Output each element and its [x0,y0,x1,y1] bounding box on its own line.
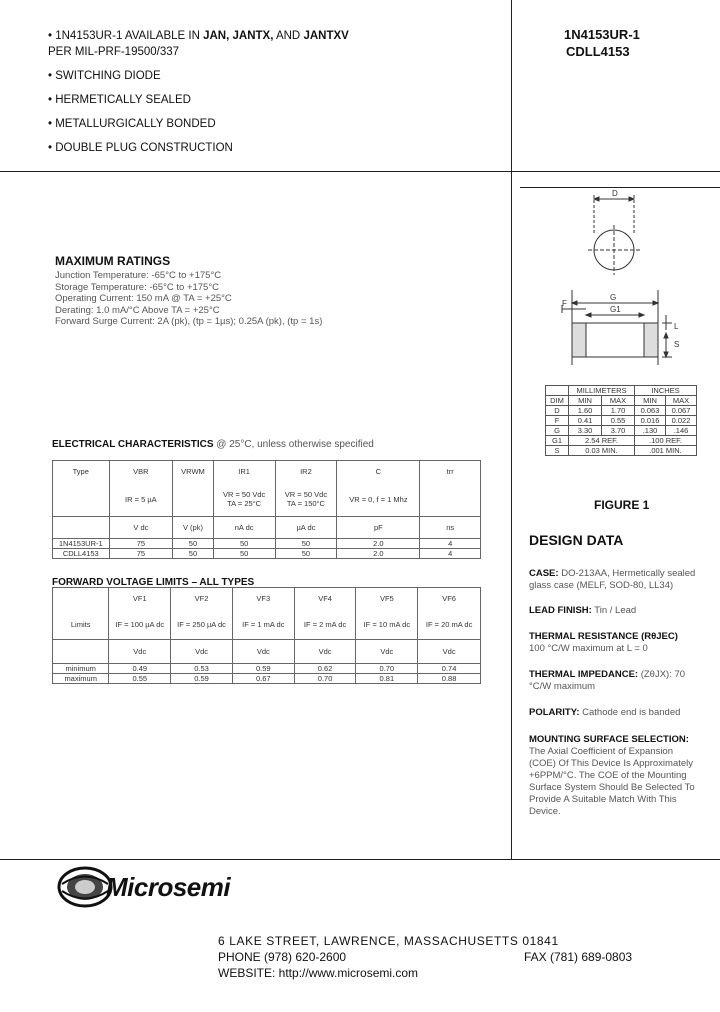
footer-divider [0,859,720,860]
table-cell: 0.022 [666,416,697,426]
design-data-line [529,643,648,655]
header-divider-horizontal [0,171,720,172]
feature-item [48,141,233,155]
table-cell [173,483,214,517]
part-number-1: 1N4153UR-1 [564,27,640,42]
table-cell: 0.53 [171,664,233,674]
design-data-value: DO-213AA, Hermetically sealed [558,568,696,579]
table-cell: INCHES [635,386,697,396]
design-data-line [529,669,685,681]
dim-row [546,426,697,436]
design-data-value: +6PPM/°C. The COE of the Mounting [529,770,687,781]
table-row [53,664,481,674]
feature-text: PER MIL-PRF-19500/337 [48,46,180,58]
design-data-value: Device. [529,806,561,817]
table-cell: Vdc [418,640,481,664]
design-data-value: °C/W maximum [529,681,596,692]
electrical-table [52,460,481,559]
table-cell: .130 [635,426,666,436]
table-cell: VF4 [294,588,356,610]
design-data-value: (COE) Of This Device Is Approximately [529,758,694,769]
table-cell: VF2 [171,588,233,610]
table-cell: IF = 10 mA dc [356,610,418,640]
table-cell: 2.0 [337,549,420,559]
table-row [53,539,481,549]
table-cell: 50 [275,539,337,549]
design-data-label: LEAD FINISH: [529,605,592,616]
table-cell: ns [420,517,481,539]
table-cell: MAX [666,396,697,406]
figure-label-f: F [562,299,567,308]
feature-bold: JANTXV [303,30,349,42]
table-cell: V (pk) [173,517,214,539]
table-cell: Vdc [171,640,233,664]
table-cell: IF = 1 mA dc [232,610,294,640]
feature-text: AND [273,30,304,42]
design-data-line [529,758,693,770]
table-cell: IF = 20 mA dc [418,610,481,640]
table-cell: minimum [53,664,109,674]
table-cell: 3.30 [569,426,602,436]
table-cell: G1 [546,436,569,446]
design-data-value: (ZθJX): 70 [638,669,686,680]
table-cell [53,483,110,517]
table-cell: S [546,446,569,456]
table-cell: Vdc [232,640,294,664]
feature-bold: JAN, JANTX, [203,30,274,42]
design-data-value: glass case (MELF, SOD-80, LL34) [529,580,674,591]
table-cell: VR = 50 Vdc TA = 25°C [213,483,275,517]
figure-label-g: G [610,293,617,302]
design-data-line [529,782,695,794]
dim-row [546,406,697,416]
table-cell: µA dc [275,517,337,539]
table-cell: 0.67 [232,674,294,684]
design-data-line [529,631,678,643]
feature-item [48,117,216,131]
design-data-label: MOUNTING SURFACE SELECTION: [529,734,689,745]
dim-row [546,436,697,446]
table-cell: G [546,426,569,436]
forward-voltage-table [52,587,481,684]
table-condition-row [53,610,481,640]
table-cell: Limits [53,610,109,640]
table-cell: maximum [53,674,109,684]
design-data-line [529,605,636,617]
table-cell: F [546,416,569,426]
design-data-line [529,681,595,693]
footer-address: 6 LAKE STREET, LAWRENCE, MASSACHUSETTS 01841 [218,934,559,948]
sidebar-divider-vertical [511,172,512,860]
design-data-value: The Axial Coefficient of Expansion [529,746,673,757]
feature-text: • METALLURGICALLY BONDED [48,118,216,130]
dimension-table [545,385,697,456]
table-cell: VF6 [418,588,481,610]
feature-item [48,69,161,83]
table-cell: .001 MIN. [635,446,697,456]
table-cell: 2.54 REF. [569,436,635,446]
table-cell: 0.063 [635,406,666,416]
electrical-title-main: ELECTRICAL CHARACTERISTICS [52,439,214,450]
rating-line: Forward Surge Current: 2A (pk), (tp = 1µs); 0.25A (pk), (tp = 1s) [55,316,323,327]
table-cell: 0.81 [356,674,418,684]
max-ratings-title: MAXIMUM RATINGS [55,254,171,268]
table-cell: VF1 [109,588,171,610]
design-data-label: POLARITY: [529,707,580,718]
table-cell: 1N4153UR-1 [53,539,110,549]
table-cell: Type [53,461,110,483]
figure-caption: FIGURE 1 [594,498,650,512]
table-cell: MIN [635,396,666,406]
header-divider-vertical [511,0,512,172]
table-cell: 0.016 [635,416,666,426]
table-cell: V dc [109,517,173,539]
feature-item [48,29,349,43]
table-cell: MAX [602,396,635,406]
table-cell: MIN [569,396,602,406]
dim-header-row [546,386,697,396]
table-header-row [53,461,481,483]
design-data-line [529,734,689,746]
table-cell: trr [420,461,481,483]
table-cell: IR1 [213,461,275,483]
design-data-value: Cathode end is banded [579,707,681,718]
rating-line: Operating Current: 150 mA @ TA = +25°C [55,293,232,304]
design-data-line [529,794,677,806]
table-cell: VR = 50 Vdc TA = 150°C [275,483,337,517]
feature-text: • DOUBLE PLUG CONSTRUCTION [48,142,233,154]
rating-line: Storage Temperature: -65°C to +175°C [55,281,220,293]
table-cell: 0.03 MIN. [569,446,635,456]
table-condition-row [53,483,481,517]
table-cell: 3.70 [602,426,635,436]
table-cell: 0.62 [294,664,356,674]
table-cell: 1.70 [602,406,635,416]
table-cell: 0.74 [418,664,481,674]
part-number-2: CDLL4153 [566,44,630,59]
table-cell: Vdc [109,640,171,664]
design-data-label: THERMAL RESISTANCE (RθJEC) [529,631,678,642]
table-cell: Vdc [294,640,356,664]
rating-line: Junction Temperature: -65°C to +175°C [55,270,222,281]
feature-text: • HERMETICALLY SEALED [48,94,191,106]
rating-line: Derating: 1.0 mA/°C Above TA = +25°C [55,304,220,316]
footer-phone: PHONE (978) 620-2600 [218,950,347,964]
table-cell: 4 [420,549,481,559]
table-cell: pF [337,517,420,539]
table-cell: nA dc [213,517,275,539]
dim-row [546,416,697,426]
table-cell: Vdc [356,640,418,664]
table-cell: VR = 0, f = 1 Mhz [337,483,420,517]
table-cell: IF = 250 µA dc [171,610,233,640]
table-cell: 0.55 [602,416,635,426]
table-row [53,674,481,684]
footer-website: WEBSITE: http://www.microsemi.com [218,966,419,980]
table-cell: D [546,406,569,416]
table-cell: 0.59 [232,664,294,674]
table-unit-row [53,517,481,539]
dim-row [546,446,697,456]
dim-header-row [546,396,697,406]
table-cell: 2.0 [337,539,420,549]
table-cell: IR2 [275,461,337,483]
table-row [53,549,481,559]
design-data-value: Surface System Should Be Selected To [529,782,695,793]
table-cell: 50 [213,549,275,559]
table-cell [53,640,109,664]
table-cell: 75 [109,539,173,549]
design-data-value: Tin / Lead [591,605,637,616]
table-cell [546,386,569,396]
design-data-title: DESIGN DATA [529,532,624,548]
table-cell: VF3 [232,588,294,610]
table-cell: IF = 100 µA dc [109,610,171,640]
table-unit-row [53,640,481,664]
design-data-label: THERMAL IMPEDANCE: [529,669,639,680]
design-data-line [529,770,687,782]
table-cell: 50 [173,549,214,559]
table-cell: IF = 2 mA dc [294,610,356,640]
figure-label-s: S [674,340,680,349]
table-cell: .100 REF. [635,436,697,446]
design-data-line [529,707,680,719]
table-cell: 75 [109,549,173,559]
microsemi-logo-text: Microsemi [106,872,231,902]
figure-label-d: D [612,189,618,198]
table-cell: VF5 [356,588,418,610]
table-cell: C [337,461,420,483]
table-cell [420,483,481,517]
table-cell [53,588,109,610]
figure-label-g1: G1 [610,305,621,314]
table-cell: 50 [173,539,214,549]
table-cell: 0.49 [109,664,171,674]
design-data-value: Provide A Suitable Match With This [529,794,677,805]
design-data-line [529,580,673,592]
feature-item [48,45,179,59]
table-cell: 0.067 [666,406,697,416]
feature-item [48,93,191,107]
figure-label-l: L [674,322,679,331]
table-cell: 50 [275,549,337,559]
table-cell: 0.41 [569,416,602,426]
table-cell: CDLL4153 [53,549,110,559]
table-cell: 50 [213,539,275,549]
design-data-line [529,746,673,758]
feature-text: • 1N4153UR-1 AVAILABLE IN [48,30,204,42]
table-cell: .146 [666,426,697,436]
forward-voltage-title: FORWARD VOLTAGE LIMITS – ALL TYPES [52,577,255,588]
design-data-label: CASE: [529,568,559,579]
electrical-title [52,439,374,450]
table-cell: DIM [546,396,569,406]
footer-fax: FAX (781) 689-0803 [524,950,633,964]
table-cell: 1.60 [569,406,602,416]
table-cell: 0.55 [109,674,171,684]
table-cell [53,517,110,539]
table-cell: 0.59 [171,674,233,684]
design-data-value: 100 °C/W maximum at L = 0 [529,643,648,654]
table-cell: 0.88 [418,674,481,684]
table-cell: IR = 5 µA [109,483,173,517]
design-data-line [529,806,561,818]
electrical-title-condition: @ 25°C, unless otherwise specified [213,439,374,450]
table-cell: VRWM [173,461,214,483]
design-data-line [529,568,695,580]
table-cell: MILLIMETERS [569,386,635,396]
diode-outline-figure [550,185,690,380]
table-cell: VBR [109,461,173,483]
table-header-row [53,588,481,610]
table-cell: 4 [420,539,481,549]
table-cell: 0.70 [294,674,356,684]
table-cell: 0.70 [356,664,418,674]
feature-text: • SWITCHING DIODE [48,70,161,82]
